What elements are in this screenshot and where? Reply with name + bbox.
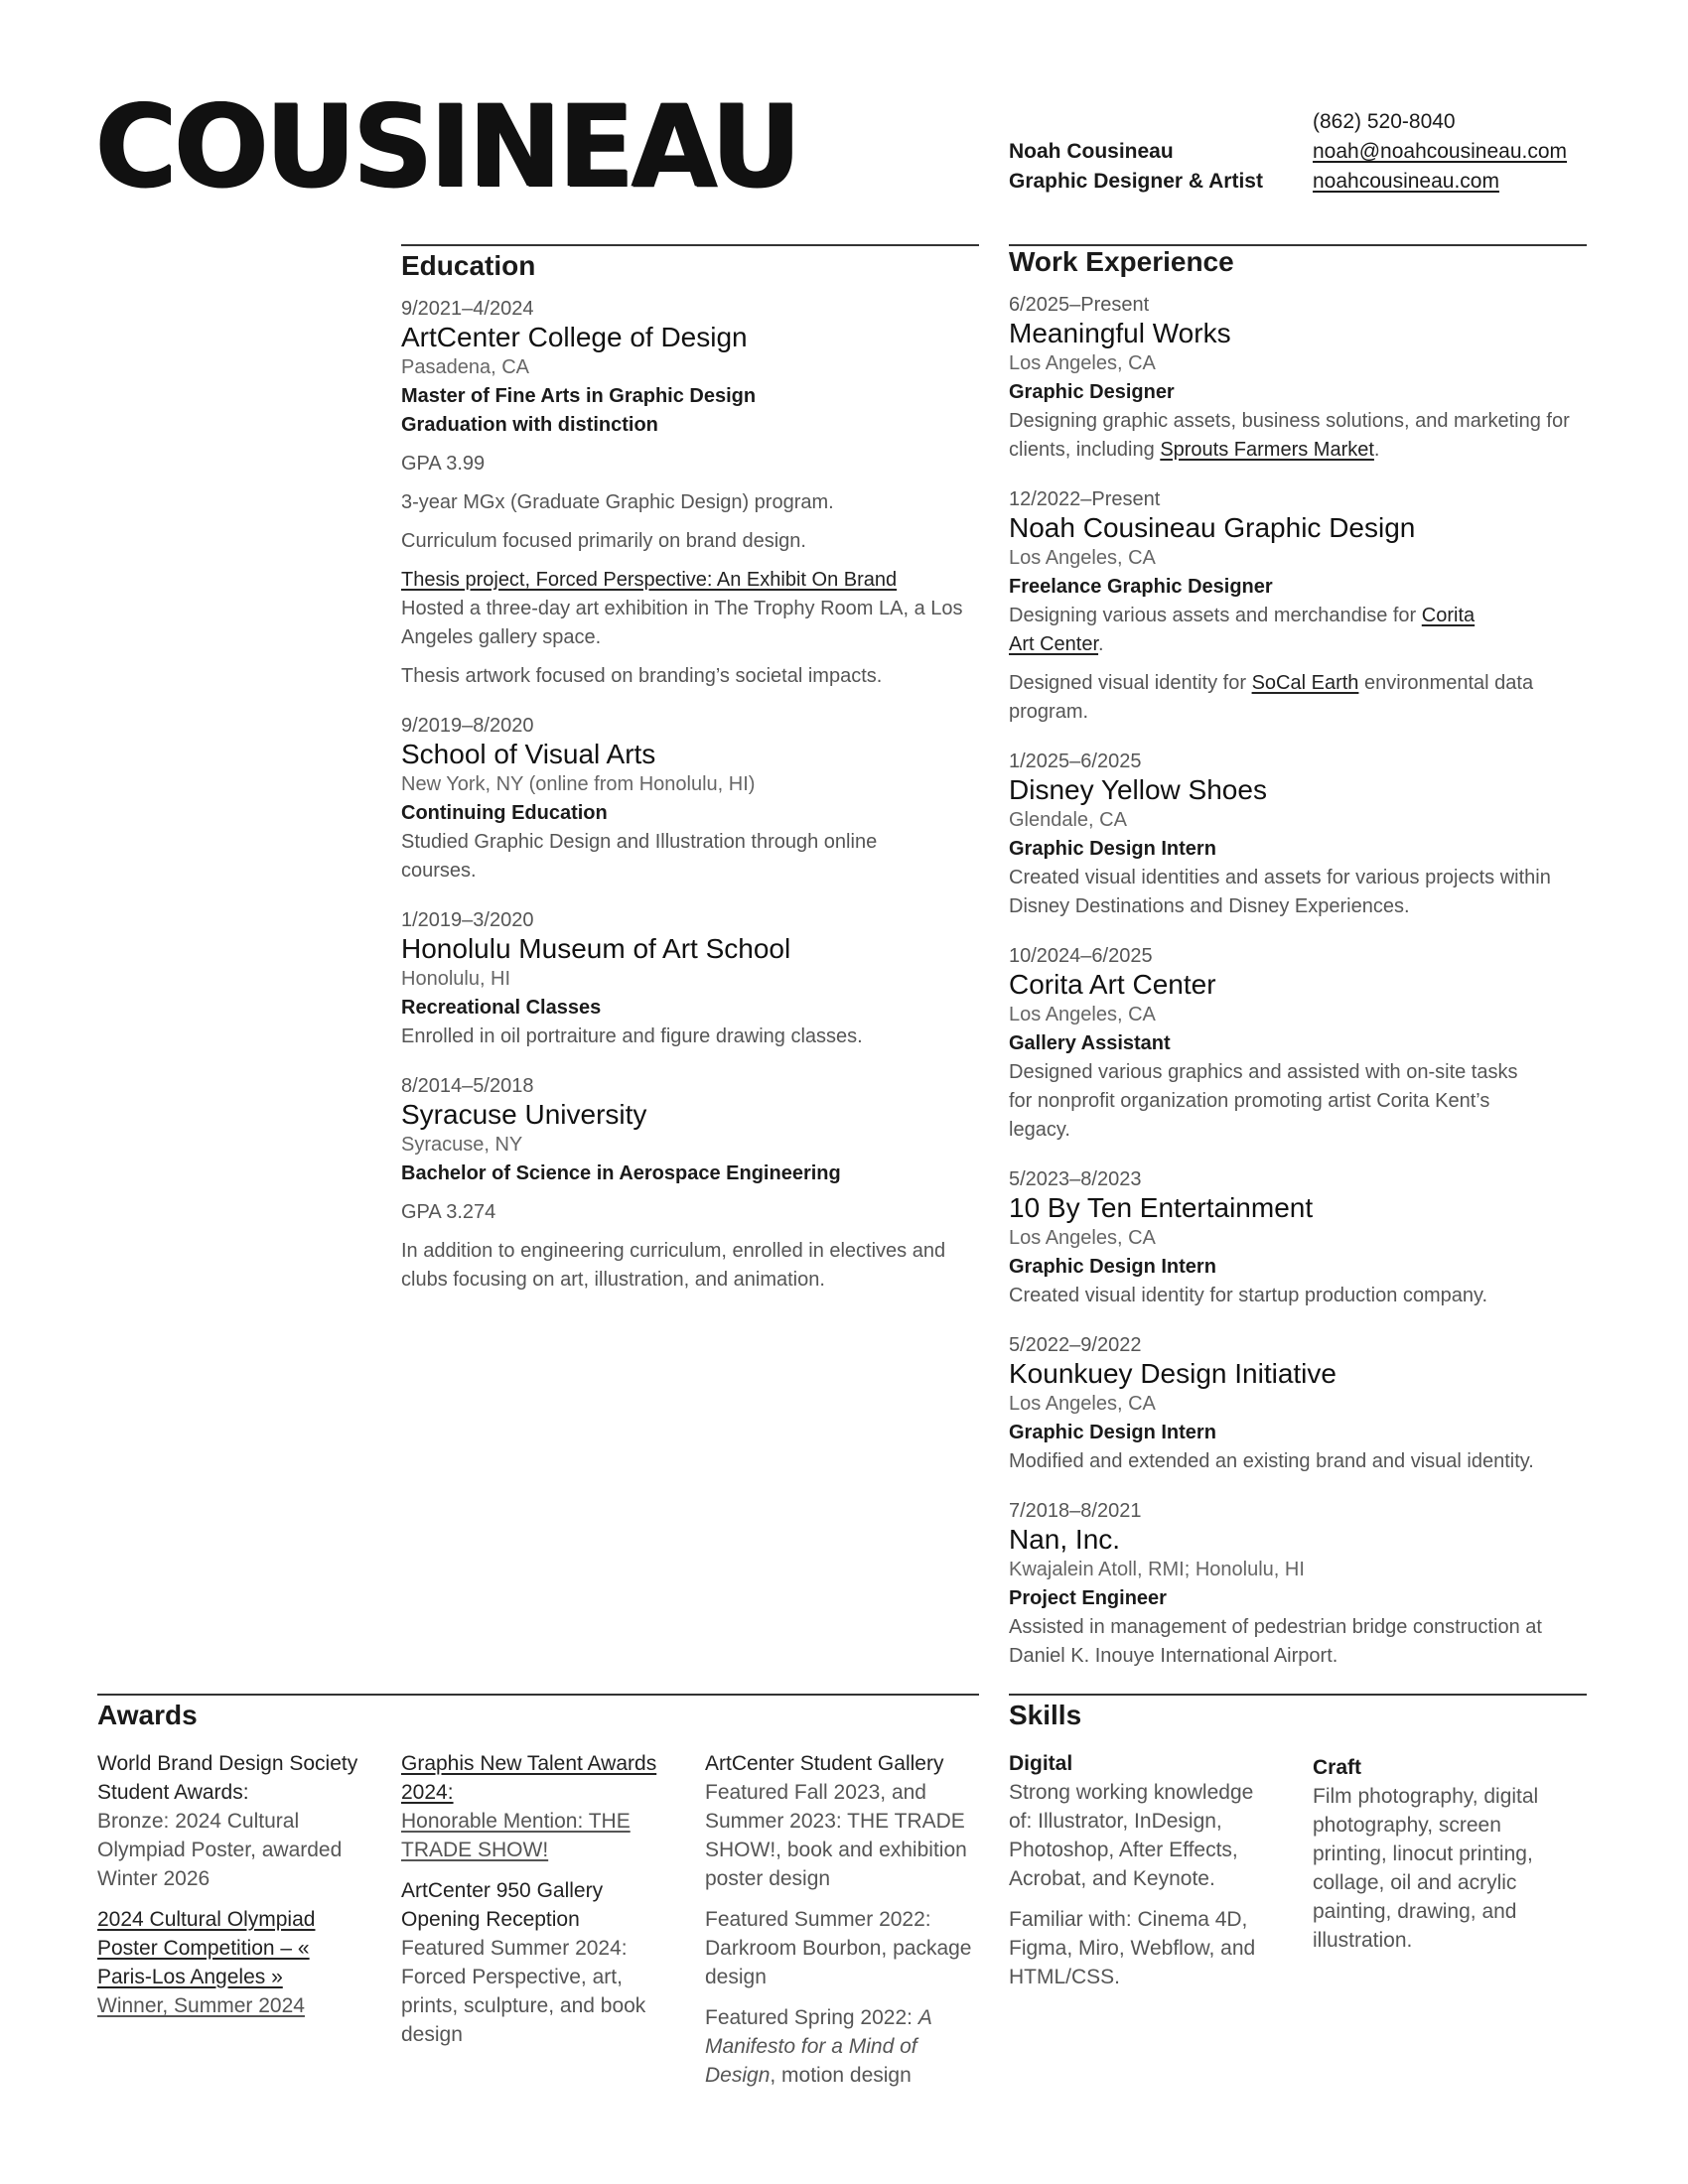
date: 9/2019–8/2020 xyxy=(401,715,534,737)
job-title: Graphic Designer & Artist xyxy=(1009,170,1263,193)
work-section xyxy=(1009,246,1595,1693)
location: Honolulu, HI xyxy=(401,968,511,990)
date: 5/2022–9/2022 xyxy=(1009,1334,1142,1356)
location: Kwajalein Atoll, RMI; Honolulu, HI xyxy=(1009,1559,1305,1580)
work-entry xyxy=(1009,1498,1595,1671)
work-entry xyxy=(1009,486,1595,727)
company: Nan, Inc. xyxy=(1009,1524,1121,1555)
date: 1/2025–6/2025 xyxy=(1009,751,1142,772)
degree: Bachelor of Science in Aerospace Engineering xyxy=(401,1162,841,1184)
description: Enrolled in oil portraiture and figure drawing classes. xyxy=(401,1025,863,1047)
description: Designed various graphics and assisted with on-site tasks for nonprofit organization promoting artist Corita Kent’s legacy. xyxy=(1009,1061,1518,1141)
skills-craft xyxy=(1313,1753,1573,1955)
date: 10/2024–6/2025 xyxy=(1009,945,1153,967)
location: Glendale, CA xyxy=(1009,809,1127,831)
skills-digital-text: Strong working knowledge of: Illustrator, InDesign, Photoshop, After Effects, Acrobat, and Keynote. xyxy=(1009,1781,1254,1890)
education-entry xyxy=(401,296,987,691)
awards-col-3 xyxy=(705,1749,981,2090)
company: Corita Art Center xyxy=(1009,969,1216,1000)
institution: Honolulu Museum of Art School xyxy=(401,933,791,964)
award-link-text[interactable]: Honorable Mention: THE TRADE SHOW! xyxy=(401,1810,631,1861)
description: Designing various assets and merchandise for Corita Art Center. xyxy=(1009,605,1476,655)
award-link[interactable]: Graphis New Talent Awards 2024: xyxy=(401,1752,657,1804)
role: Project Engineer xyxy=(1009,1587,1167,1609)
award-text: Featured Fall 2023, and Summer 2023: THE TRADE SHOW!, book and exhibition poster design xyxy=(705,1781,967,1890)
name: Noah Cousineau xyxy=(1009,140,1174,163)
date: 7/2018–8/2021 xyxy=(1009,1500,1142,1522)
award-text: Bronze: 2024 Cultural Olympiad Poster, awarded Winter 2026 xyxy=(97,1810,343,1890)
awards-col-2 xyxy=(401,1749,661,2061)
location: New York, NY (online from Honolulu, HI) xyxy=(401,773,756,795)
skills-rule xyxy=(1009,1694,1587,1696)
description: Modified and extended an existing brand and visual identity. xyxy=(1009,1450,1534,1472)
thesis-focus: Thesis artwork focused on branding’s societal impacts. xyxy=(401,665,883,687)
awards-title: Awards xyxy=(97,1700,198,1730)
award-heading: ArtCenter 950 Gallery Opening Reception xyxy=(401,1879,604,1931)
date: 6/2025–Present xyxy=(1009,294,1150,316)
location: Syracuse, NY xyxy=(401,1134,523,1156)
description: In addition to engineering curriculum, enrolled in electives and clubs focusing on art, illustration, and animation. xyxy=(401,1240,946,1291)
awards-rule xyxy=(97,1694,979,1696)
gpa: GPA 3.99 xyxy=(401,453,486,475)
company: Disney Yellow Shoes xyxy=(1009,774,1267,805)
award-link[interactable]: 2024 Cultural Olympiad Poster Competition – « Paris-Los Angeles » xyxy=(97,1908,316,1988)
education-entry xyxy=(401,1073,987,1295)
company: Kounkuey Design Initiative xyxy=(1009,1358,1336,1389)
award-text: Featured Spring 2022: A Manifesto for a Mind of Design, motion design xyxy=(705,2006,932,2087)
skills-title: Skills xyxy=(1009,1700,1082,1730)
education-entry xyxy=(401,907,987,1051)
award-text: Featured Summer 2024: Forced Perspective, art, prints, sculpture, and book design xyxy=(401,1937,646,2046)
location: Los Angeles, CA xyxy=(1009,1004,1156,1025)
project-link[interactable]: SoCal Earth xyxy=(1251,672,1359,694)
thesis-description: Hosted a three-day art exhibition in The Trophy Room LA, a Los Angeles gallery space. xyxy=(401,598,963,648)
description: Created visual identity for startup production company. xyxy=(1009,1285,1488,1306)
awards-col-1 xyxy=(97,1749,367,2032)
description: Created visual identities and assets for various projects within Disney Destinations and Disney Experiences. xyxy=(1009,867,1551,917)
skills-digital-heading: Digital xyxy=(1009,1752,1073,1775)
curriculum: Curriculum focused primarily on brand design. xyxy=(401,530,806,552)
education-section xyxy=(401,250,987,1316)
institution: School of Visual Arts xyxy=(401,739,656,769)
work-entry xyxy=(1009,292,1595,465)
degree: Recreational Classes xyxy=(401,997,602,1019)
role: Graphic Design Intern xyxy=(1009,1422,1216,1443)
honors: Graduation with distinction xyxy=(401,414,658,436)
award-heading: World Brand Design Society Student Awards: xyxy=(97,1752,358,1804)
date: 5/2023–8/2023 xyxy=(1009,1168,1142,1190)
location: Los Angeles, CA xyxy=(1009,1393,1156,1415)
gpa: GPA 3.274 xyxy=(401,1201,496,1223)
location: Los Angeles, CA xyxy=(1009,1227,1156,1249)
work-entry xyxy=(1009,749,1595,921)
institution: ArtCenter College of Design xyxy=(401,322,748,352)
header-identity xyxy=(1009,137,1263,197)
work-entry xyxy=(1009,1332,1595,1476)
degree: Master of Fine Arts in Graphic Design xyxy=(401,385,757,407)
education-entry xyxy=(401,713,987,886)
skills-digital xyxy=(1009,1749,1275,1991)
education-title: Education xyxy=(401,250,536,281)
skills-digital-familiar: Familiar with: Cinema 4D, Figma, Miro, Webflow, and HTML/CSS. xyxy=(1009,1908,1256,1988)
logo: COUSINEAU xyxy=(95,80,799,213)
award-heading: ArtCenter Student Gallery xyxy=(705,1752,944,1775)
institution: Syracuse University xyxy=(401,1099,647,1130)
company: Meaningful Works xyxy=(1009,318,1231,348)
skills-craft-text: Film photography, digital photography, screen printing, linocut printing, collage, oil and acrylic painting, drawing, and illustration. xyxy=(1313,1785,1539,1952)
client-link[interactable]: Sprouts Farmers Market xyxy=(1160,439,1374,461)
date: 9/2021–4/2024 xyxy=(401,298,534,320)
role: Graphic Design Intern xyxy=(1009,1256,1216,1278)
award-link-text[interactable]: Winner, Summer 2024 xyxy=(97,1994,305,2017)
contact-block xyxy=(1313,107,1567,197)
work-entry xyxy=(1009,1166,1595,1310)
client-link[interactable]: Corita Art Center xyxy=(1009,605,1476,655)
award-text: Featured Summer 2022: Darkroom Bourbon, package design xyxy=(705,1908,972,1988)
role: Graphic Designer xyxy=(1009,381,1175,403)
work-entry xyxy=(1009,943,1595,1145)
skills-craft-heading: Craft xyxy=(1313,1756,1362,1779)
date: 8/2014–5/2018 xyxy=(401,1075,534,1097)
role: Gallery Assistant xyxy=(1009,1032,1171,1054)
description: Assisted in management of pedestrian bridge construction at Daniel K. Inouye International Airport. xyxy=(1009,1616,1542,1667)
thesis-link[interactable]: Thesis project, Forced Perspective: An Exhibit On Brand xyxy=(401,569,898,591)
description: Studied Graphic Design and Illustration through online courses. xyxy=(401,831,878,882)
phone: (862) 520-8040 xyxy=(1313,110,1456,133)
date: 12/2022–Present xyxy=(1009,488,1161,510)
role: Graphic Design Intern xyxy=(1009,838,1216,860)
website-link[interactable]: noahcousineau.com xyxy=(1313,170,1499,193)
location: Los Angeles, CA xyxy=(1009,352,1156,374)
education-rule xyxy=(401,244,979,246)
date: 1/2019–3/2020 xyxy=(401,909,534,931)
program: 3-year MGx (Graduate Graphic Design) program. xyxy=(401,491,834,513)
company: Noah Cousineau Graphic Design xyxy=(1009,512,1416,543)
degree: Continuing Education xyxy=(401,802,608,824)
role: Freelance Graphic Designer xyxy=(1009,576,1273,598)
description-2: Designed visual identity for SoCal Earth environmental data program. xyxy=(1009,672,1534,723)
company: 10 By Ten Entertainment xyxy=(1009,1192,1314,1223)
email-link[interactable]: noah@noahcousineau.com xyxy=(1313,140,1567,163)
description: Designing graphic assets, business solutions, and marketing for clients, including Sprouts Farmers Market. xyxy=(1009,410,1570,461)
work-title: Work Experience xyxy=(1009,246,1234,277)
location: Los Angeles, CA xyxy=(1009,547,1156,569)
location: Pasadena, CA xyxy=(401,356,529,378)
